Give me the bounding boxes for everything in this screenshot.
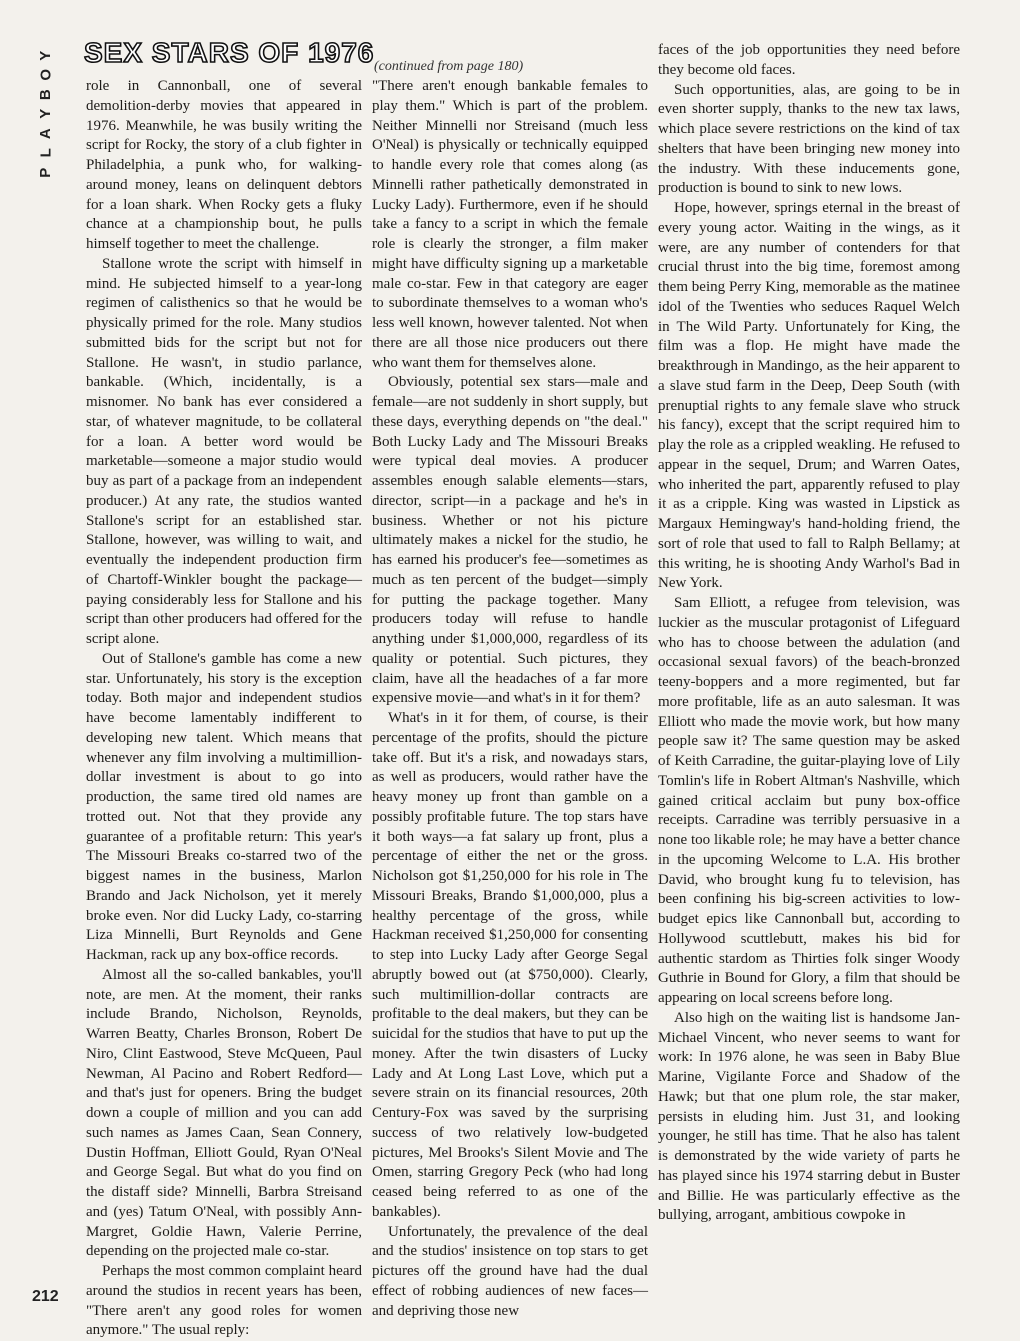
continued-note: (continued from page 180) [374, 59, 524, 74]
vertical-letter: Y [37, 109, 55, 120]
paragraph: Perhaps the most common complaint heard around the studios in recent years has been, "There aren't any good roles for women anymore." The usual reply: [86, 1263, 362, 1339]
page-number: 212 [32, 1288, 59, 1305]
paragraph: "There aren't enough bankable females to play them." Which is part of the problem. Neither Minnelli nor Streisand (much less O'Neal) is physically or technically equipped to handle every role that comes along (as Minnelli rather pathetically demonstrated in Lucky Lady). Furthermore, even if he should take a fancy to a script in which the female role is clearly the stronger, a film maker might have difficulty signing up a marketable male co-star. Few in that category are eager to subordinate themselves to a woman who's less well known, however talented. Not when there are all those nice producers out there who want them for themselves alone. [372, 78, 648, 371]
text-column-2 [372, 77, 648, 1321]
vertical-letter: Y [37, 50, 55, 61]
paragraph: Such opportunities, alas, are going to be in even shorter supply, thanks to the new tax laws, which place severe restrictions on the kind of tax shelters that have been bringing new money into the industry. With these inducements gone, production is bound to sink to new lows. [658, 81, 960, 197]
vertical-letter: O [37, 69, 55, 82]
vertical-letter: L [37, 148, 55, 158]
paragraph: Almost all the so-called bankables, you'll note, are men. At the moment, their ranks include Brando, Nicholson, Reynolds, Warren Beatty, Charles Bronson, Robert De Niro, Clint Eastwood, Steve McQueen, Paul Newman, Al Pacino and Robert Redford—and that's just for openers. Bring the budget down a couple of million and you can add such names as James Caan, Sean Connery, Dustin Hoffman, Elliott Gould, Ryan O'Neal and George Segal. But what do you find on the distaff side? Minnelli, Barbra Streisand and (yes) Tatum O'Neal, with possibly Ann-Margret, Goldie Hawn, Valerie Perrine, depending on the projected male co-star. [86, 966, 362, 1260]
text-column-3 [658, 41, 960, 1226]
vertical-letter: B [37, 89, 55, 101]
paragraph: Also high on the waiting list is handsome Jan-Michael Vincent, who never seems to want for work: In 1976 alone, he was seen in Baby Blue Marine, Vigilante Force and Shadow of the Hawk; but that one plum role, the star maker, persists in eluding him. Just 31, and looking younger, he still has time. That he also has talent is demonstrated by the wide variety of parts he has played since his 1974 starring debut in Buster and Billie. He was particularly effective as the bullying, arrogant, ambitious cowpoke in [658, 1009, 960, 1224]
text-column-1 [86, 77, 362, 1341]
paragraph: Out of Stallone's gamble has come a new star. Unfortunately, his story is the exception today. Both major and independent studios have become lamentably indifferent to developing new talent. Which means that whenever any film involving a multimillion-dollar investment is about to go into production, the same tired old names are trotted out. Not that they provide any guarantee of a profitable return: This year's The Missouri Breaks co-starred two of the biggest names in the business, Marlon Brando and Jack Nicholson, yet it merely broke even. Nor did Lucky Lady, co-starring Liza Minnelli, Burt Reynolds and Gene Hackman, rack up any box-office records. [86, 650, 362, 963]
article-headline: SEX STARS OF 1976 [84, 37, 375, 68]
paragraph: Sam Elliott, a refugee from television, was luckier as the muscular protagonist of Lifeguard who has to choose between the adulation (and occasional sexual favors) of the beach-bronzed teeny-boppers and a more regimented, but far more profitable, life as an auto salesman. It was Elliott who made the movie work, but how many people saw it? The same question may be asked of Keith Carradine, the guitar-playing love of Lily Tomlin's life in Robert Altman's Nashville, which gained critical acclaim but puny box-office receipts. Carradine was terribly persuasive in a none too likable role; he may have a better chance in the upcoming Welcome to L.A. His brother David, who brought kung fu to television, has been confining his big-screen activities to low-budget epics like Cannonball but, according to Hollywood scuttlebutt, makes his bid for authentic stardom as Thirties folk singer Woody Guthrie in Bound for Glory, a film that should be appearing on local screens before long. [658, 595, 960, 1006]
paragraph: Stallone wrote the script with himself in mind. He subjected himself to a year-long regimen of calisthenics so that he would be physically primed for the role. Many studios submitted bids for the script but not for Stallone. He wasn't, in studio parlance, bankable. (Which, incidentally, is a misnomer. No bank has ever considered a star, of whatever magnitude, to be collateral for a loan. A better word would be marketable—someone a major studio would buy as part of a package from an independent producer.) At any rate, the studios wanted Stallone's script for an established star. Stallone, however, was willing to wait, and eventually the independent production firm of Chartoff-Winkler bought the package—paying considerably less for Stallone and his script than other producers had offered for the script alone. [86, 255, 362, 647]
paragraph: What's in it for them, of course, is their percentage of the profits, should the picture take off. But it's a risk, and nowadays stars, as well as producers, would rather have the heavy money up front than gamble on a possibly profitable future. The top stars have it both ways—a fat salary up front, plus a percentage of either the net or the gross. Nicholson got $1,250,000 for his role in The Missouri Breaks, Brando $1,000,000, plus a healthy percentage of the gross, while Hackman received $1,250,000 for consenting to step into Lucky Lady after George Segal abruptly bowed out (at $750,000). Clearly, such multimillion-dollar contracts are profitable to the deal makers, but they can be suicidal for the studios that have to put up the money. After the twin disasters of Lucky Lady and At Long Last Love, which put a severe strain on its financial resources, 20th Century-Fox was saved by the surprising success of two relatively low-budgeted pictures, Mel Brooks's Silent Movie and The Omen, starring Gregory Peck (who had long ceased being referred to as one of the bankables). [372, 710, 648, 1220]
magazine-name-vertical [34, 46, 58, 183]
paragraph: Obviously, potential sex stars—male and female—are not suddenly in short supply, but these days, everything depends on "the deal." Both Lucky Lady and The Missouri Breaks were typical deal movies. A producer assembles enough salable elements—stars, director, script—in a package and he's in business. Whether or not his picture ultimately makes a nickel for the studio, he has earned his producer's fee—sometimes as much as ten percent of the budget—simply for putting the package together. Many producers today will refuse to handle anything under $1,000,000, regardless of its quality or potential. Such pictures, they claim, have all the headaches of a far more expensive movie—and what's in it for them? [372, 374, 648, 707]
paragraph: Hope, however, springs eternal in the breast of every young actor. Waiting in the wings, as it were, are any number of contenders for that crucial thrust into the big time, foremost among them being Perry King, memorable as the matinee idol of the Twenties who seduces Raquel Welch in The Wild Party. Unfortunately for King, the film was a flop. He might have made the breakthrough in Mandingo, as the heir apparent to a slave stud farm in the Deep, Deep South (with prenuptial rights to any female slave who struck his fancy), except that the script required him to play the role as a crippled weakling. He refused to appear in the sequel, Drum; and Warren Oates, who inherited the part, apparently refused to play it as a cripple. King was wasted in Lipstick as Margaux Hemingway's hand-holding friend, the sort of role that used to fall to Ralph Bellamy; at this writing, he is shooting Andy Warhol's Bad in New York. [658, 200, 960, 592]
paragraph: Unfortunately, the prevalence of the deal and the studios' insistence on top stars to get pictures off the ground have had the dual effect of robbing audiences of new faces—and depriving those new [372, 1223, 648, 1319]
paragraph: role in Cannonball, one of several demolition-derby movies that appeared in 1976. Meanwhile, he was busily writing the script for Rocky, the story of a club fighter in Philadelphia, a punk who, for walking-around money, leans on delinquent debtors for a loan shark. When Rocky gets a fluky chance at a championship bout, he pulls himself together to meet the challenge. [86, 78, 362, 252]
vertical-letter: P [37, 167, 55, 178]
vertical-letter: A [37, 128, 55, 140]
paragraph: faces of the job opportunities they need before they become old faces. [658, 42, 960, 78]
